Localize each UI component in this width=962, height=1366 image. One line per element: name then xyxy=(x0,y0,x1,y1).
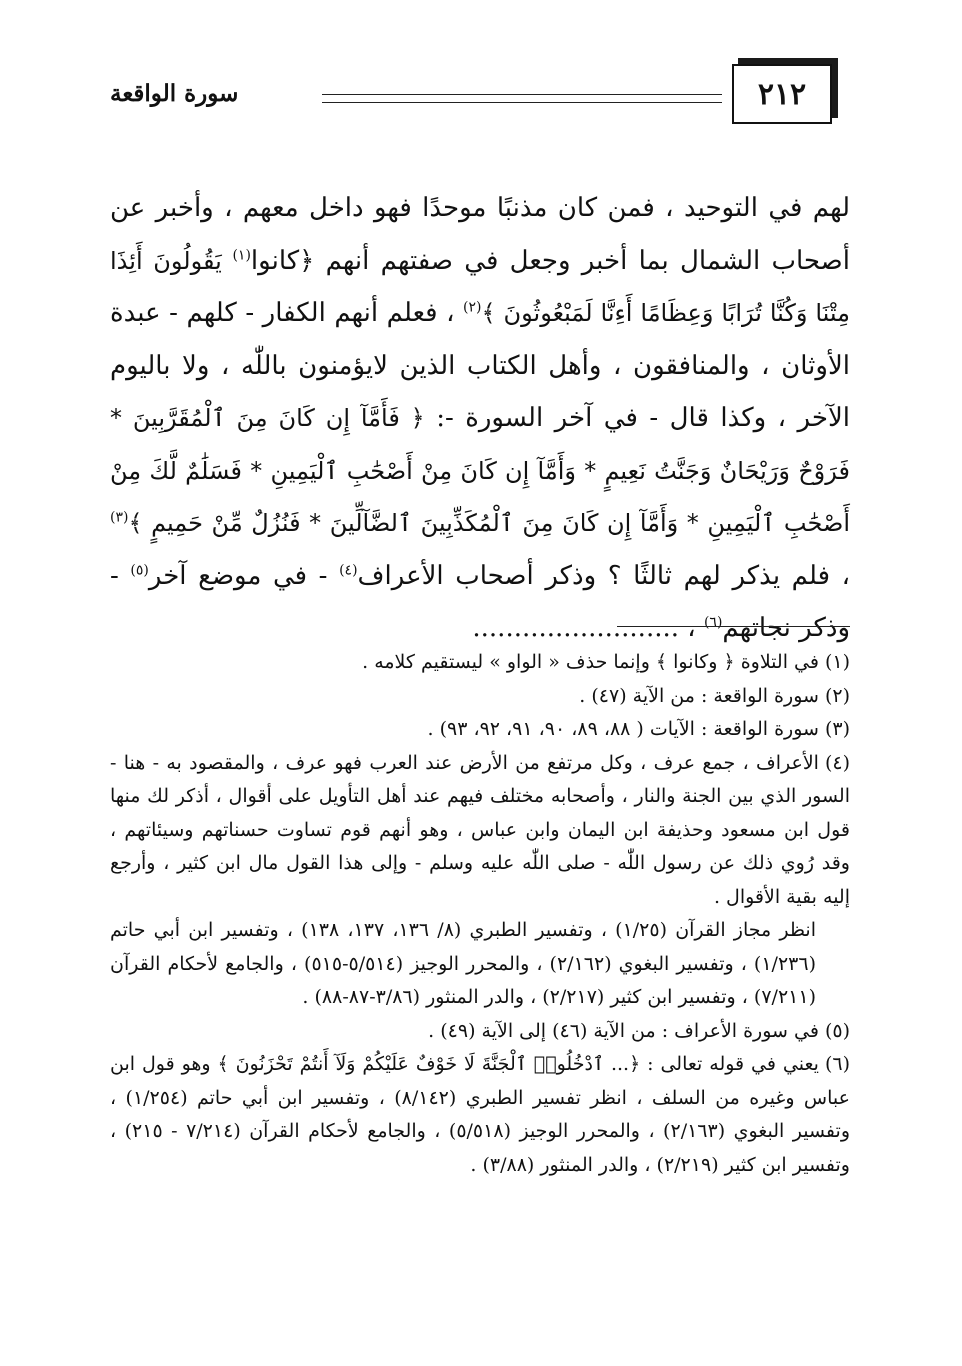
footnote-separator xyxy=(617,626,850,627)
quran-verse: يَقُولُونَ أَئِذَا مِتْنَا وَكُنَّا تُرَابًا وَعِظَامًا أَءِنَّا لَمَبْعُوثُونَ ﴾ xyxy=(110,246,851,327)
footnote-text: في التلاوة ﴿ وكانوا ﴾ وإنما حذف « الواو » ليستقيم كلامه . xyxy=(362,651,819,673)
footnote-number: (١) xyxy=(824,651,850,673)
footnote-number: (٣) xyxy=(824,718,850,740)
footnote-number: (٤) xyxy=(824,751,850,774)
footnote-text: سورة الواقعة : الآيات ( ٨٨، ٨٩، ٩٠، ٩١، ٩٢، ٩٣) . xyxy=(427,718,819,740)
footnote-text: سورة الواقعة : من الآية (٤٧) . xyxy=(579,684,819,707)
text-run: لهم في التوحيد ، فمن كان مذنبًا موحدًا فهو داخل معهم ، وأخبر عن أصحاب الشمال بما أخبر وجعل في صفتهم أنهم ﴿كانوا xyxy=(110,193,851,276)
text-run: - في موضع آخر xyxy=(148,560,340,591)
main-paragraph xyxy=(110,182,850,655)
footnote-5 xyxy=(110,1015,850,1049)
footnote-2 xyxy=(110,680,850,714)
footnote-text: الأعراف ، جمع عرف ، وكل مرتفع من الأرض عند العرب فهو عرف ، والمقصود به - هنا - السور الذي بين الجنة والنار ، وأصحابه مختلف فيهم عند أهل التأويل على أقوال ، أذكر لك منها قول ابن مسعود وحذيفة ابن اليمان وابن عباس ، وهو أنهم قوم تساوت حسناتهم وسيئاتهم ، وقد رُوي ذلك عن رسول اللّٰه - صلى اللّٰه عليه وسلم - وإلى هذا القول مال ابن كثير ، وأرجع إليه بقية الأقوال . xyxy=(110,751,850,908)
footnote-number: (٢) xyxy=(824,684,850,707)
text-run: ، ......................... xyxy=(472,613,704,643)
footnote-ref: (٣) xyxy=(110,509,129,526)
footnote-ref: (٦) xyxy=(703,614,723,631)
page-number-box xyxy=(732,64,832,124)
footnote-6 xyxy=(110,1048,850,1182)
footnote-text: في سورة الأعراف : من الآية (٤٦) إلى الآية (٤٩) . xyxy=(428,1019,819,1042)
text-run: ، فلم يذكر لهم ثالثًا ؟ وذكر أصحاب الأعراف xyxy=(357,560,850,591)
footnote-number: (٦) xyxy=(824,1053,850,1075)
header-rule xyxy=(322,94,722,103)
page-header xyxy=(110,58,850,128)
footnotes xyxy=(110,646,850,1182)
quran-verse: ﴿ فَأَمَّآ إِن كَانَ مِنَ ٱلْمُقَرَّبِينَ * فَرَوْحٌ وَرَيْحَانٌ وَجَنَّتُ نَعِيمٍ * وَأَمَّآ إِن كَانَ مِنْ أَصْحَٰبِ ٱلْيَمِينِ * فَسَلَٰمٌ لَّكَ مِنْ أَصْحَٰبِ ٱلْيَمِينِ * وَأَمَّآ إِن كَانَ مِنَ ٱلْمُكَذِّبِينَ ٱلضَّآلِّينَ * فَنُزُلٌ مِّنْ حَمِيمٍ ﴾ xyxy=(110,404,850,537)
footnote-ref: (١) xyxy=(232,246,251,263)
text-run: ، فعلم أنهم الكفار - كلهم - عبدة الأوثان ، والمنافقون ، وأهل الكتاب الذين لايؤمنون باللّٰه ، ولا باليوم الآخر ، وكذا قال - في آخر السورة -: xyxy=(110,298,850,433)
footnote-4-references: انظر مجاز القرآن (١/٢٥) ، وتفسير الطبري (٨/ ١٣٦، ١٣٧، ١٣٨) ، وتفسير ابن أبي حاتم (١/٢٣٦) ، وتفسير البغوي (٢/١٦٢) ، والمحرر الوجيز (٥/٥١٤-٥١٥) ، والجامع لأحكام القرآن (٧/٢١١) ، وتفسير ابن كثير (٢/٢١٧) ، والدر المنثور (٣/٨٦-٨٧-٨٨) . xyxy=(110,919,816,1008)
surah-title: سورة الواقعة xyxy=(110,80,239,107)
footnote-ref: (٤) xyxy=(339,561,358,578)
footnote-ref: (٢) xyxy=(463,299,482,316)
footnote-number: (٥) xyxy=(824,1019,850,1042)
main-text xyxy=(110,182,850,655)
footnote-4 xyxy=(110,747,850,915)
footnote-ref: (٥) xyxy=(130,561,149,578)
footnote-text: يعني في قوله تعالى : ﴿... ٱدْخُلُوا۟ ٱلْجَنَّةَ لَا خَوْفٌ عَلَيْكُمْ وَلَآ أَنتُمْ تَحْزَنُونَ ﴾ وهو قول ابن عباس وغيره من السلف ، انظر تفسير الطبري (٨/١٤٢) ، وتفسير ابن أبي حاتم (١/٢٥٤) ، وتفسير البغوي (٢/١٦٣) ، والمحرر الوجيز (٥/٥١٨) ، والجامع لأحكام القرآن (٧/٢١٤ - ٢١٥) ، وتفسير ابن كثير (٢/٢١٩) ، والدر المنثور (٣/٨٨) . xyxy=(110,1053,851,1176)
footnote-3 xyxy=(110,713,850,747)
footnote-1 xyxy=(110,646,850,680)
text-run: - وذكر نجاتهم xyxy=(110,560,850,643)
page-number: ٢١٢ xyxy=(757,76,807,112)
